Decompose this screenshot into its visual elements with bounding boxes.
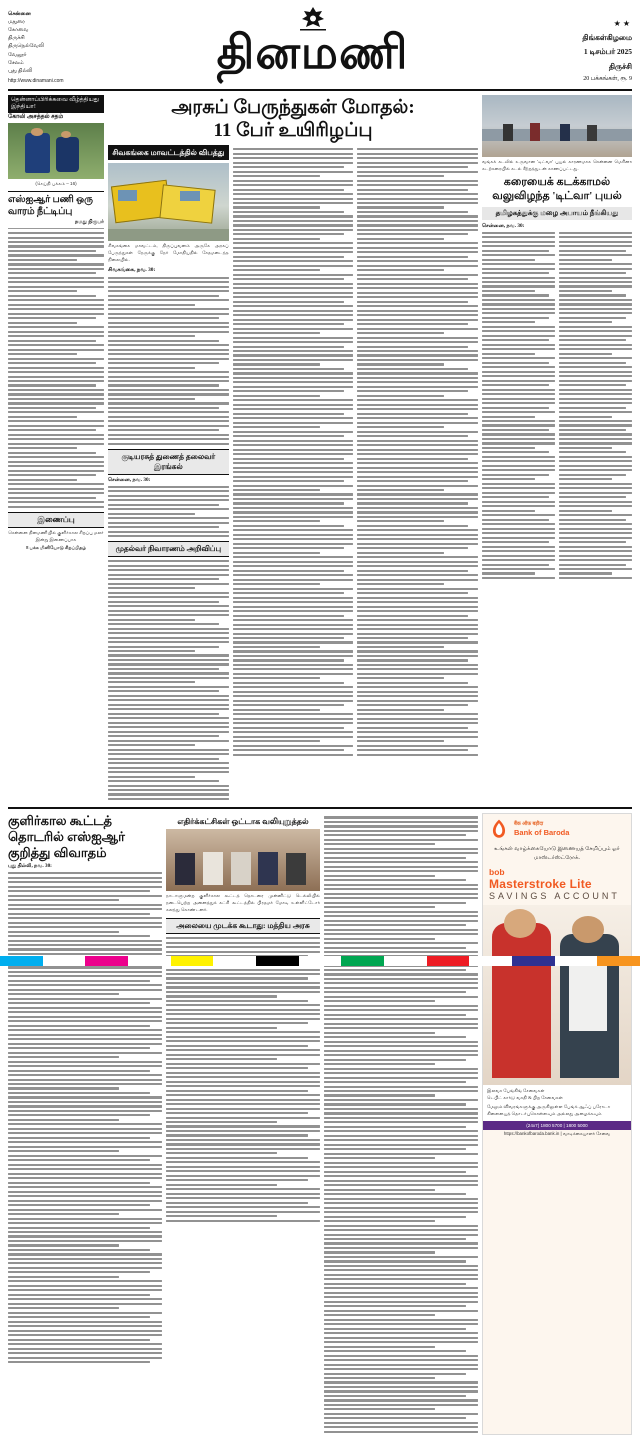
cyclone-dateline: சென்னை, நவ. 30: [481, 222, 525, 229]
cmyk-swatch-0 [0, 956, 43, 966]
lead-subhead-1: குடியரசுத் துணைத் தலைவர் இரங்கல் [108, 449, 229, 475]
ad-models-photo [483, 905, 631, 1085]
bank-name-english: Bank of Baroda [514, 827, 570, 837]
left-section-sub: 8 பக்க மினியோடு சிறப்பிதழ் [26, 545, 86, 551]
lead-band: சிவகங்கை மாவட்டத்தில் விபத்து [108, 145, 229, 160]
sec2-col-1 [8, 813, 162, 1435]
day-label: திங்கள்கிழமை [582, 33, 632, 43]
cmyk-swatch-3 [128, 956, 171, 966]
cmyk-strip [0, 956, 640, 966]
cmyk-swatch-5 [213, 956, 256, 966]
cyclone-story [482, 95, 632, 802]
cyclone-headline-l1: கரையைக் கடக்காமல் [503, 176, 611, 189]
place-label: திருச்சி [608, 61, 632, 71]
beach-photo [482, 95, 632, 157]
lead-body-1 [108, 277, 229, 445]
masthead-center [103, 6, 522, 76]
bank-name-block [514, 821, 569, 837]
cyclone-subhead: தமிழகத்துக்கு மழை அபாயம் நீங்கியது [482, 207, 632, 220]
left-rail [8, 95, 104, 802]
ad-feature-1: இலவச பேங்கிங் சேவைகள் [487, 1088, 545, 1094]
cmyk-swatch-12 [512, 956, 555, 966]
left-section-lines: சென்னை தினமணியில் குளிர்கால சிறப்பு மலர் இன்று இணைப்பாக [8, 529, 104, 542]
cyclone-body-a [482, 232, 555, 582]
lead-col-2 [233, 145, 354, 802]
left-headline-text: எஸ்ஐஆர் பணி ஒரு வாரம் நீட்டிப்பு [8, 195, 93, 218]
ad-tagline: உங்கள் வாழ்க்கையோடு இணையத் சேமிப்பும் ஓர் மாஸ்டர்ஸ்ட்ரோக். [494, 846, 620, 861]
masthead [8, 6, 632, 91]
edition-list [8, 6, 103, 85]
bank-name-hindi: बैंक ऑफ़ बड़ौदा [514, 821, 544, 828]
cmyk-swatch-14 [597, 956, 640, 966]
sec2-body-2 [166, 937, 320, 1222]
left-kicker: தென்னாப்பிரிக்கவை வீழ்த்தியது இந்தியா! [8, 95, 104, 113]
sec2-dateline: புது தில்லி, நவ. 30: [8, 863, 52, 870]
edition-3: திருச்சி [8, 35, 25, 42]
sec2-body-1 [8, 872, 162, 1363]
edition-6: சேலம் [8, 59, 24, 66]
left-kicker-2: கோலி அசத்தல் சதம் [8, 114, 64, 121]
main-grid [8, 95, 632, 802]
edition-4: திருநெல்வேலி [8, 43, 45, 50]
lead-subdateline: சென்னை, நவ. 30: [108, 476, 151, 483]
cmyk-swatch-9 [384, 956, 427, 966]
cmyk-swatch-10 [427, 956, 470, 966]
edition-7: புது தில்லி [8, 67, 33, 74]
cyclone-photo-caption: வங்கக் கடலில் உருவான 'டிட்வா' புயல் காரணமாக சென்னை மெரினா கடற்கரையில் கடல் சீற்றத்துடன் காணப்பட்டது. [481, 159, 632, 172]
ad-url[interactable]: https://bankofbaroda.bank.in | வாடிக்கையாளர் சேவை [503, 1130, 611, 1136]
bus-crash-photo [108, 163, 229, 241]
print-registration-bar [0, 956, 640, 970]
all-party-meeting-photo [166, 829, 320, 891]
ad-contact-bar[interactable] [483, 1121, 631, 1130]
left-byline: நமது நிருபர் [75, 219, 104, 226]
page-title: தினமணி [216, 27, 409, 78]
cmyk-swatch-8 [341, 956, 384, 966]
lead-body-2 [233, 148, 354, 755]
ad-phone[interactable]: (24x7) 1800 5700 | 1800 5000 [526, 1122, 588, 1128]
sec2-photo-caption: நாடாளுமன்ற குளிர்கால கூட்டத் தொடரை முன்னிட்டு டெல்லியில் நடைபெற்ற அனைத்துக் கட்சி கூட்டத்தில் பிரதமர் மோடி உள்ளிட்டோர் கலந்து கொண்டனர். [166, 893, 320, 913]
cmyk-swatch-13 [555, 956, 598, 966]
bank-of-baroda-logo-icon [488, 818, 510, 840]
lead-story [108, 95, 478, 802]
cmyk-swatch-11 [469, 956, 512, 966]
cmyk-swatch-6 [256, 956, 299, 966]
lead-body-1c [108, 560, 229, 800]
lead-body-1b [108, 486, 229, 537]
left-headline [8, 195, 104, 219]
sec2-col-3 [324, 813, 478, 1435]
ad-features [483, 1085, 631, 1121]
lead-subhead-2: முதல்வர் நிவாரணம் அறிவிப்பு [108, 541, 229, 557]
cyclone-headline [482, 176, 632, 204]
lead-headline-line1: அரசுப் பேருந்துகள் மோதல்: [171, 97, 415, 119]
date-label: 1 டிசம்பர் 2025 [583, 47, 632, 57]
edition-5: வேலூர் [8, 51, 27, 58]
bank-advertisement[interactable] [482, 813, 632, 1435]
ad-bank-brand [483, 814, 631, 842]
lead-dateline: சிவகங்கை, நவ. 30: [108, 266, 156, 273]
lead-photo-caption: சிவகங்கை மாவட்டம், திருப்புவனம் அருகே அரசுப் பேருந்துகள் நேருக்கு நேர் மோதியதில் சேதமடைந்த நிலையில். [108, 243, 229, 262]
parliament-section [8, 807, 632, 1435]
left-section-title: இணைப்பு [8, 512, 104, 528]
ad-product-title [483, 865, 631, 903]
sec2-col-2 [166, 813, 320, 1435]
sec2-headline: குளிர்கால கூட்டத் தொடரில் எஸ்ஐஆர் குறித்து விவாதம் [8, 813, 125, 860]
edition-0: சென்னை [8, 11, 31, 17]
lead-col-1 [108, 145, 229, 802]
stars: ★★ [613, 19, 632, 28]
edition-2: கோவை [8, 27, 29, 34]
ad-product-prefix: bob [489, 867, 505, 878]
cyclone-body-b [559, 232, 632, 582]
left-photo-caption: (செய்தி பக்கம் – 16) [35, 181, 77, 187]
website-url[interactable]: http://www.dinamani.com [8, 77, 64, 84]
ad-product-sub: SAVINGS ACCOUNT [489, 891, 620, 902]
lead-headline-line2: 11 பேர் உயிரிழப்பு [213, 119, 373, 141]
lead-col-3 [357, 145, 478, 802]
pages-label: 20 பக்கங்கள், ரூ. 9 [583, 75, 632, 82]
cmyk-swatch-1 [43, 956, 86, 966]
sec2-body-3 [324, 816, 478, 1432]
cmyk-swatch-2 [85, 956, 128, 966]
lead-body-3 [357, 148, 478, 755]
left-body-text [8, 232, 104, 508]
masthead-meta [522, 6, 632, 85]
sec2-subhead-2: அலையை முடக்க கூடாது: மத்திய அரசு [166, 918, 320, 934]
cmyk-swatch-4 [171, 956, 214, 966]
ad-product-name: Masterstroke Lite [489, 877, 592, 892]
ad-footer-note: மேலும் விவரங்களுக்கு அருகிலுள்ள பேங்க் ஆஃப் பரோடா கிளையைத் தொடர்புகொள்ளவும் அல்லது அழைக்கவும் [487, 1104, 611, 1116]
cmyk-swatch-7 [299, 956, 342, 966]
cyclone-headline-l2: வலுவிழந்த 'டிட்வா' புயல் [492, 189, 622, 202]
edition-1: மதுரை [8, 19, 25, 26]
lead-headline [108, 95, 478, 145]
sec2-subhead-1: எதிர்க்கட்சிகள் ஒட்டாக வலியுறுத்தல் [177, 817, 309, 827]
ad-feature-2: டெபிட் கார்டு வசதி & பிற சேவைகள் [487, 1095, 563, 1101]
cricket-photo [8, 123, 104, 179]
